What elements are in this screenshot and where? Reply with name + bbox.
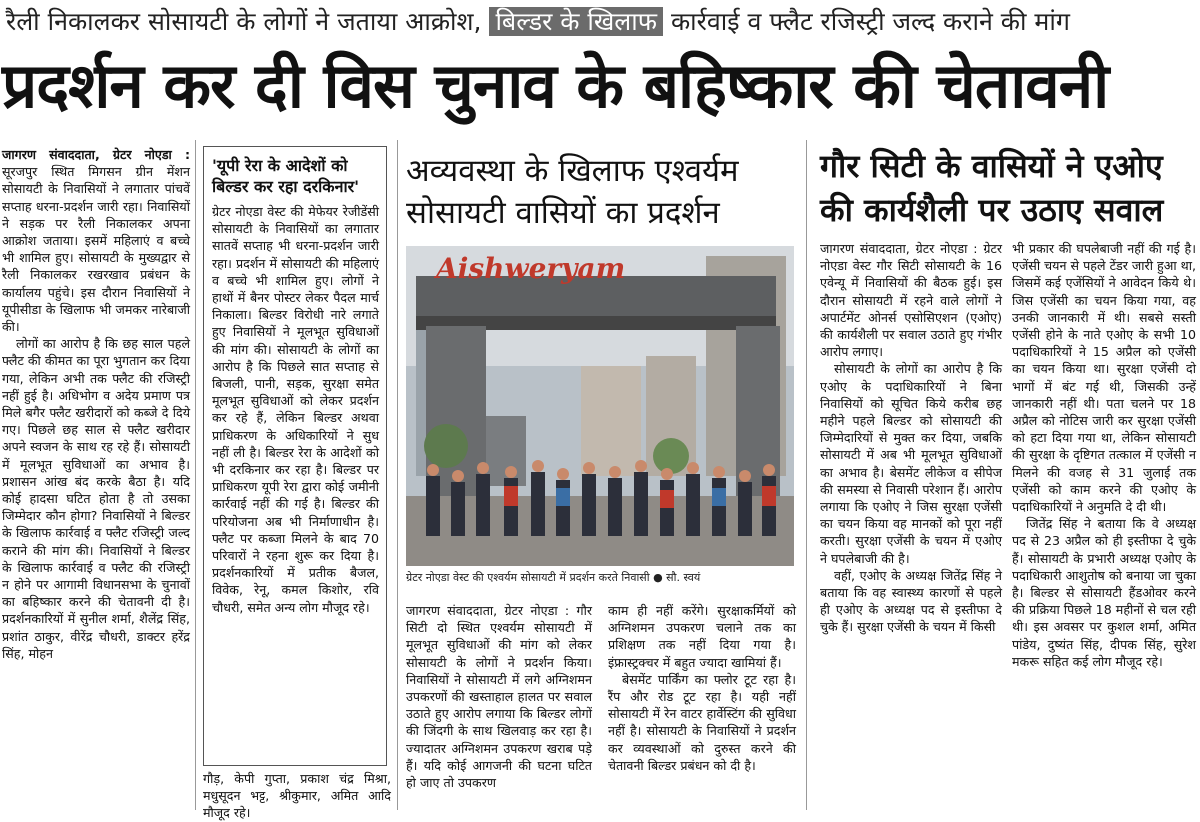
kicker-tag: बिल्डर के खिलाफ bbox=[489, 7, 663, 36]
story3-headline bbox=[820, 144, 1198, 236]
story1-dateline: जागरण संवाददाता, ग्रेटर नोएडा : bbox=[2, 147, 190, 162]
story3-paragraph-4: भी प्रकार की घपलेबाजी नहीं की गई है। एजेंसी चयन से पहले टेंडर जारी हुआ था, जिसमें कई एजेंसियों ने आवेदन किये थे। जिस एजेंसी का चयन किया गया, वह उनकी जानकारी में थी। सबसे सस्ती एजेंसी होने के नाते एओए के सभी 10 पदाधिकारियों ने 15 अप्रैल को एजेंसी का चयन किया था। सुरक्षा एजेंसी दो भागों में बंट गई थी, जिसकी उन्हें जानकारी नहीं थी। पता चलने पर 18 अप्रैल को नोटिस जारी कर सुरक्षा एजेंसी को हटा दिया गया था, लेकिन सोसायटी की सुरक्षा के दृष्टिगत तत्काल में एजेंसी न मिलने की वजह से 31 जुलाई तक एजेंसी को काम करने की एओए के पदाधिकारियों ने अनुमति दे दी थी। bbox=[1012, 241, 1196, 515]
main-headline: प्रदर्शन कर दी विस चुनाव के बहिष्कार की चेतावनी bbox=[2, 49, 1109, 122]
story2-column-2 bbox=[608, 602, 796, 810]
story2-column-1: जागरण संवाददाता, ग्रेटर नोएडा : गौर सिटी दो स्थित एश्वर्यम सोसायटी में मूलभूत सुविधाओं की मांग को लेकर सोसायटी के लोगों ने प्रदर्शन किया। निवासियों ने सोसायटी में लगे अग्निशमन उपकरणों की खस्ताहाल हालत पर सवाल उठाते हुए आरोप लगाया कि बिल्डर लोगों की जिंदगी के साथ खिलवाड़ कर रहा है। ज्यादातर अग्निशमन उपकरण खराब पड़े हैं। यदि कोई आगजनी की घटना घटित हो जाए तो उपकरण bbox=[406, 603, 592, 791]
gate-sign-text: Aishweryam bbox=[436, 252, 626, 285]
story1-paragraph-1: सूरजपुर स्थित मिगसन ग्रीन मेंशन सोसायटी के निवासियों ने लगातार पांचवें सप्ताह धरना-प्रदर्शन जारी रहा। निवासियों ने सड़क पर रैली निकालकर अपना आक्रोश जताया। इसमें महिलाएं व बच्चे भी शामिल हुए। सोसायटी के मुख्यद्वार से रैली निकालकर रखरखाव प्रबंधन के कार्यालय पहुंचे। इस दौरान निवासियों ने यूपीसीडा के खिलाफ भी जमकर नारेबाजी की। bbox=[2, 164, 190, 335]
protest-photo bbox=[406, 246, 794, 566]
boxed-story-text: ग्रेटर नोएडा वेस्ट की मेफेयर रेजीडेंसी सोसायटी के निवासियों का लगातार सातवें सप्ताह भी धरना-प्रदर्शन जारी रहा। प्रदर्शन में सोसायटी की महिलाएं व बच्चे भी शामिल हुए। लोगों ने हाथों में बैनर पोस्टर लेकर पैदल मार्च निकाला। बिल्डर विरोधी नारे लगाते हुए निवासियों ने मूलभूत सुविधाओं की मांग की। सोसायटी के लोगों का आरोप है कि पिछले सात सप्ताह से बिजली, पानी, सड़क, सुरक्षा समेत मूलभूत सुविधाओं को लेकर प्रदर्शन कर रहे हैं, लेकिन बिल्डर अथवा प्राधिकरण के अधिकारियों ने सुध नहीं ली है। बिल्डर रेरा के आदेशों को भी दरकिनार कर रहा है। बिल्डर पर प्राधिकरण यूपी रेरा द्वारा कोई जमीनी कार्रवाई नहीं की गई है। बिल्डर की परियोजना अब भी निर्माणाधीन है। फ्लैट पर कब्जा मिलने के बाद 70 परिवारों ने रहना शुरू कर दिया है। प्रदर्शनकारियों में प्रतीक बैजल, विवेक, रेनू, कमल किशोर, रवि चौधरी, समेत अन्य लोग मौजूद रहे। bbox=[212, 204, 379, 615]
story3-paragraph-3: वहीं, एओए के अध्यक्ष जितेंद्र सिंह ने बताया कि वह स्वास्थ्य कारणों से पहले ही एओए के अध्यक्ष पद से इस्तीफा दे चुके हैं। सुरक्षा एजेंसी के चयन में किसी bbox=[820, 567, 1002, 635]
story2-paragraph-2: बेसमेंट पार्किंग का फ्लोर टूट रहा है। रैंप और रोड टूट रहा है। यही नहीं सोसायटी में रेन वाटर हार्वेस्टिंग की सुविधा नहीं है। सोसायटी के निवासियों ने प्रदर्शन कर व्यवस्थाओं को दुरुस्त करने की चेतावनी बिल्डर प्रबंधन को दी है। bbox=[608, 671, 796, 773]
column-divider bbox=[806, 140, 807, 810]
story3-column-1 bbox=[820, 240, 1002, 810]
story2-headline-line1: अव्यवस्था के खिलाफ एश्वर्यम bbox=[406, 153, 739, 189]
story3-paragraph-5: जितेंद्र सिंह ने बताया कि वे अध्यक्ष पद से 23 अप्रैल को ही इस्तीफा दे चुके हैं। सोसायटी के प्रभारी अध्यक्ष एओए के पदाधिकारी आशुतोष को बनाया जा चुका है। बिल्डर से सोसायटी हैंडओवर करने की प्रक्रिया पिछले 18 महीनों से चल रही थी। इस अवसर पर कुशल शर्मा, अमित पांडेय, दुष्यंत सिंह, दीपक सिंह, सुरेश मकरू सहित कई लोग मौजूद रहे। bbox=[1012, 516, 1196, 669]
story2-headline bbox=[406, 150, 798, 238]
boxed-story bbox=[203, 146, 387, 766]
story1-paragraph-2: लोगों का आरोप है कि छह साल पहले फ्लैट की कीमत का पूरा भुगतान कर दिया गया, लेकिन अभी तक फ्लैट की रजिस्ट्री नहीं हुई है। अधिभोग व अदेय प्रमाण पत्र मिले बगैर फ्लैट खरीदारों को कब्जे दे दिये गए। पिछले छह साल से फ्लैट खरीदार अपने स्वजन के साथ रह रहे हैं। सोसायटी में मूलभूत सुविधाओं का अभाव है। प्रशासन आंख बंद करके बैठा है। यदि कोई हादसा घटित होता है तो उसका जिम्मेदार कौन होगा? निवासियों ने बिल्डर के खिलाफ कार्रवाई व फ्लैट रजिस्ट्री जल्द कराने की मांग की। निवासियों ने बिल्डर के खिलाफ कार्रवाई व फ्लैट की रजिस्ट्री न होने पर आगामी विधानसभा के चुनावों का बहिष्कार करने की चेतावनी दी है। प्रदर्शनकारियों में सुनील शर्मा, शैलेंद्र सिंह, प्रशांत ठाकुर, वीरेंद्र चौधरी, डाक्टर हरेंद्र सिंह, मोहन bbox=[2, 336, 190, 661]
story3-paragraph-1: जागरण संवाददाता, ग्रेटर नोएडा : ग्रेटर नोएडा वेस्ट गौर सिटी सोसायटी के 16 एवेन्यू में निवासियों की बैठक हुई। इस दौरान सोसायटी में रहने वाले लोगों ने अपार्टमेंट ओनर्स एसोसिएशन (एओए) की कार्यशैली पर सवाल उठाते हुए गंभीर आरोप लगाए। bbox=[820, 241, 1002, 360]
photo-caption: ग्रेटर नोएडा वेस्ट की एश्वर्यम सोसायटी में प्रदर्शन करते निवासी ● सौ. स्वयं bbox=[406, 571, 701, 584]
kicker-text-before: रैली निकालकर सोसायटी के लोगों ने जताया आक्रोश, bbox=[6, 7, 482, 36]
story3-headline-line1: गौर सिटी के वासियों ने एओए bbox=[820, 147, 1163, 185]
story2-headline-line2: सोसायटी वासियों का प्रदर्शन bbox=[406, 195, 720, 231]
column-divider bbox=[195, 140, 196, 810]
story2-paragraph-1: काम ही नहीं करेंगे। सुरक्षाकर्मियों को अग्निशमन उपकरण चलाने तक का प्रशिक्षण तक नहीं दिया गया है। इंफ्रास्ट्रक्चर में बहुत ज्यादा खामियां हैं। bbox=[608, 603, 796, 670]
kicker-line bbox=[6, 2, 1196, 42]
column-divider bbox=[397, 140, 398, 810]
story3-paragraph-2: सोसायटी के लोगों का आरोप है कि एओए के पदाधिकारियों ने बिना निवासियों को सूचित किये करीब छह महीने पहले बिल्डर को सोसायटी की जिम्मेदारियों से मुक्त कर दिया, जबकि सोसायटी में अब भी मूलभूत सुविधाओं का अभाव है। बेसमेंट लीकेज व सीपेज की समस्या से निवासी परेशान हैं। आरोप लगाया कि एओए ने जिस सुरक्षा एजेंसी का चयन किया वह मानकों को पूरा नहीं करती। सुरक्षा एजेंसी के चयन में एओए ने घपलेबाजी की है। bbox=[820, 361, 1002, 566]
story3-column-2 bbox=[1012, 240, 1196, 810]
story1-continuation: गौड़, केपी गुप्ता, प्रकाश चंद्र मिश्रा, मधुसूदन भट्ट, श्रीकुमार, अमित आदि मौजूद रहे। bbox=[203, 771, 391, 821]
boxed-story-headline: 'यूपी रेरा के आदेशों को बिल्डर कर रहा दरकिनार' bbox=[212, 156, 360, 196]
story1-column bbox=[2, 146, 190, 810]
story3-headline-line2: की कार्यशैली पर उठाए सवाल bbox=[820, 191, 1164, 229]
kicker-text-after: कार्रवाई व फ्लैट रजिस्ट्री जल्द कराने की मांग bbox=[670, 7, 1070, 36]
